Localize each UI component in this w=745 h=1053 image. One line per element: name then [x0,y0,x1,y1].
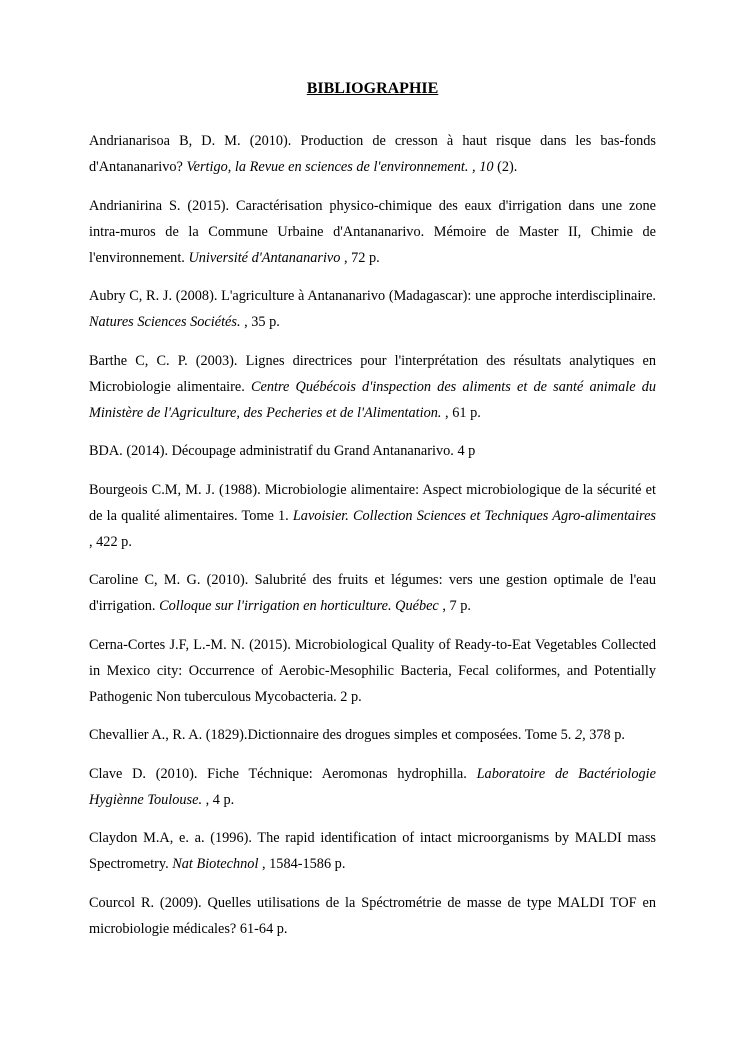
reference-entry: Andrianarisoa B, D. M. (2010). Production de cresson à haut risque dans les bas-fonds d'Antananarivo? Vertigo, la Revue en sciences de l'environnement. , 10 (2). [89,133,656,175]
reference-entry: Aubry C, R. J. (2008). L'agriculture à Antananarivo (Madagascar): une approche interdisciplinaire. Natures Sciences Sociétés. , 35 p. [89,288,656,330]
reference-list [89,128,656,954]
reference-entry: Caroline C, M. G. (2010). Salubrité des fruits et légumes: vers une gestion optimale de l'eau d'irrigation. Colloque sur l'irrigation en horticulture. Québec , 7 p. [89,572,656,614]
reference-entry: Courcol R. (2009). Quelles utilisations de la Spéctrométrie de masse de type MALDI TOF en microbiologie médicales? 61-64 p. [89,894,656,937]
reference-entry: Barthe C, C. P. (2003). Lignes directrices pour l'interprétation des résultats analytiques en Microbiologie alimentaire. Centre Québécois d'inspection des aliments et de santé animale du Ministère de l'Agriculture, des Pecheries et de l'Alimentation. , 61 p. [89,352,656,421]
reference-entry: Claydon M.A, e. a. (1996). The rapid identification of intact microorganisms by MALDI mass Spectrometry. Nat Biotechnol , 1584-1586 p. [89,830,656,872]
reference-entry: Andrianirina S. (2015). Caractérisation physico-chimique des eaux d'irrigation dans une zone intra-muros de la Commune Urbaine d'Antananarivo. Mémoire de Master II, Chimie de l'environnement. Université d'Antananarivo , 72 p. [89,197,656,266]
reference-entry: Bourgeois C.M, M. J. (1988). Microbiologie alimentaire: Aspect microbiologique de la sécurité et de la qualité alimentaires. Tome 1. Lavoisier. Collection Sciences et Techniques Agro-alimentaires , 422 p. [89,481,656,550]
page-title: BIBLIOGRAPHIE [306,80,439,97]
reference-entry: Cerna-Cortes J.F, L.-M. N. (2015). Microbiological Quality of Ready-to-Eat Vegetables Collected in Mexico city: Occurrence of Aerobic-Mesophilic Bacteria, Fecal coliformes, and Potentially Pathogenic Non tuberculous Mycobacteria. 2 p. [89,636,656,705]
reference-entry: Chevallier A., R. A. (1829).Dictionnaire des drogues simples et composées. Tome 5. 2, 378 p. [89,727,625,743]
reference-entry: Clave D. (2010). Fiche Téchnique: Aeromonas hydrophilla. Laboratoire de Bactériologie Hygiènne Toulouse. , 4 p. [89,765,656,808]
reference-entry: BDA. (2014). Découpage administratif du Grand Antananarivo. 4 p [89,443,476,459]
